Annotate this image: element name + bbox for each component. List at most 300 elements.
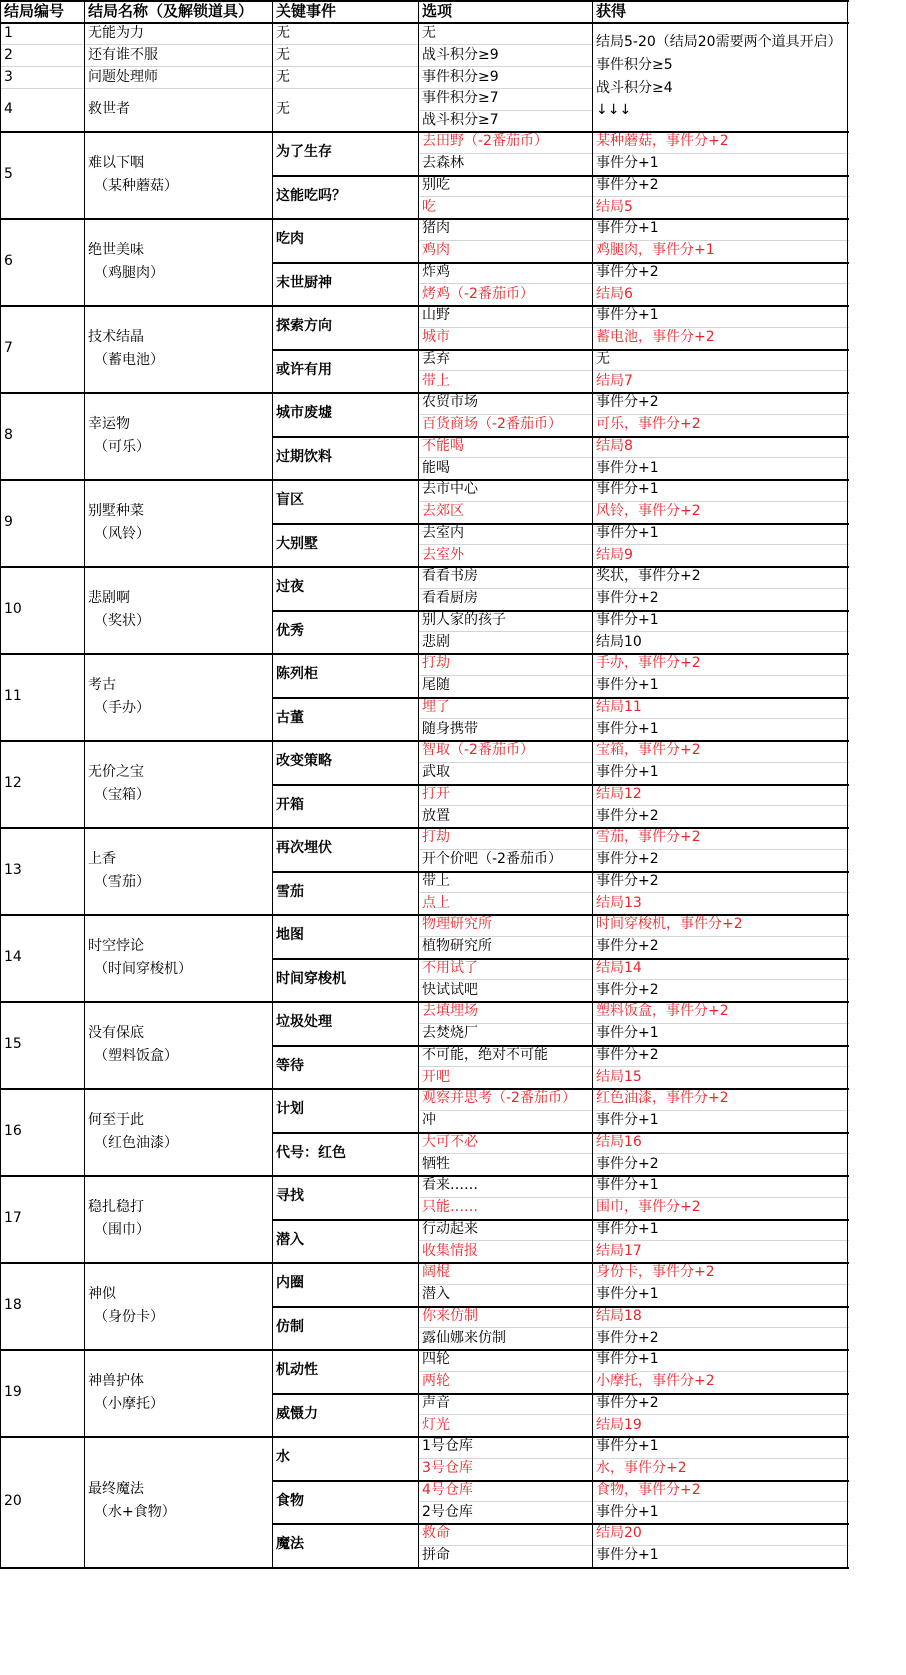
option-cell	[422, 762, 588, 784]
ending-id-text: 7	[4, 340, 13, 357]
gain-cell	[596, 979, 844, 1001]
header-cell	[4, 0, 80, 22]
option-text: 能喝	[422, 459, 450, 476]
gain-cell	[596, 784, 844, 806]
row-divider	[418, 1023, 849, 1024]
ending-name	[88, 1262, 268, 1349]
row-divider	[418, 414, 849, 415]
gain-text: 事件分+1	[596, 524, 659, 541]
ending-name-text: 考古	[88, 676, 116, 693]
gain-cell	[596, 653, 844, 675]
option-cell	[422, 1414, 588, 1436]
gain-text: 事件分+2	[596, 1046, 659, 1063]
option-text: 去焚烧厂	[422, 1025, 478, 1042]
key-event	[276, 479, 414, 523]
option-cell	[422, 1306, 588, 1328]
row-divider	[418, 936, 849, 937]
option-text: 冲	[422, 1112, 436, 1129]
gain-cell	[596, 958, 844, 980]
ending-name-text: 时空悖论	[88, 937, 144, 954]
gain-cell	[596, 1545, 844, 1567]
column-divider	[272, 0, 273, 1567]
gain-text: 结局19	[596, 1416, 642, 1433]
gain-cell	[596, 1219, 844, 1241]
option-cell	[422, 1480, 588, 1502]
gain-text: 结局7	[596, 372, 633, 389]
ending-name-text: 难以下咽	[88, 154, 144, 171]
row-divider	[0, 1567, 849, 1569]
gain-cell	[596, 871, 844, 893]
gain-cell	[596, 501, 844, 523]
gain-text: 可乐，事件分+2	[596, 416, 701, 433]
gain-cell	[596, 153, 844, 175]
gain-text: 事件分+2	[596, 176, 659, 193]
option-text: 看看厨房	[422, 590, 478, 607]
gain-text: 围巾，事件分+2	[596, 1199, 701, 1216]
gain-text: 结局14	[596, 959, 642, 976]
unlock-item-text: （鸡腿肉）	[94, 264, 164, 281]
key-event	[276, 827, 414, 871]
gain-text: 雪茄，事件分+2	[596, 829, 701, 846]
key-event	[276, 1088, 414, 1132]
option-text: 别吃	[422, 176, 450, 193]
row-divider	[418, 196, 849, 197]
option-text: 战斗积分≥7	[422, 111, 499, 128]
option-text: 事件积分≥9	[422, 68, 499, 85]
key-event-text: 优秀	[276, 622, 304, 639]
gain-cell	[596, 523, 844, 545]
gain-text: 事件积分≥5	[596, 56, 673, 73]
ending-name	[88, 66, 268, 88]
option-text: 无	[422, 24, 436, 41]
option-text: 打劫	[422, 655, 450, 672]
key-event	[276, 392, 414, 436]
option-text: 两轮	[422, 1373, 450, 1390]
gain-cell	[596, 196, 844, 218]
ending-id-text: 15	[4, 1036, 22, 1053]
gain-text: 事件分+1	[596, 1112, 659, 1129]
key-event	[276, 1262, 414, 1306]
gain-text: 风铃，事件分+2	[596, 503, 701, 520]
option-cell	[422, 349, 588, 371]
key-event-text: 无	[276, 24, 290, 41]
gain-cell	[596, 1458, 844, 1480]
row-divider	[418, 501, 849, 502]
ending-name	[88, 1088, 268, 1175]
gain-text: 结局8	[596, 437, 633, 454]
row-divider	[418, 1197, 849, 1198]
gain-cell	[596, 1240, 844, 1262]
row-divider	[418, 1501, 849, 1502]
unlock-item-text: （可乐）	[94, 438, 150, 455]
gain-cell	[596, 936, 844, 958]
ending-name-text: 神似	[88, 1285, 116, 1302]
gain-cell	[596, 349, 844, 371]
ending-id-text: 18	[4, 1297, 22, 1314]
row-divider	[418, 805, 849, 806]
option-cell	[422, 1197, 588, 1219]
option-cell	[422, 1240, 588, 1262]
gain-text: 事件分+2	[596, 1329, 659, 1346]
option-text: 鸡肉	[422, 242, 450, 259]
unlock-item-text: （宝箱）	[94, 786, 150, 803]
ending-name-text: 别墅种菜	[88, 502, 144, 519]
option-cell	[422, 544, 588, 566]
key-event-text: 过期饮料	[276, 448, 332, 465]
key-event	[276, 958, 414, 1002]
row-divider	[418, 1458, 849, 1459]
gain-cell	[596, 1501, 844, 1523]
gain-cell	[596, 414, 844, 436]
unlock-item-text: （身份卡）	[94, 1308, 164, 1325]
option-cell	[422, 523, 588, 545]
option-text: 埋了	[422, 698, 450, 715]
row-divider	[418, 1284, 849, 1285]
row-divider	[418, 1153, 849, 1154]
ending-name-text: 救世者	[88, 101, 130, 118]
ending-id	[4, 392, 80, 479]
ending-id	[4, 1436, 80, 1567]
gain-text: 战斗积分≥4	[596, 79, 673, 96]
gain-text: 宝箱，事件分+2	[596, 742, 701, 759]
option-cell	[422, 849, 588, 871]
key-event	[276, 1393, 414, 1437]
gain-cell	[596, 1414, 844, 1436]
unlock-item-text: （围巾）	[94, 1221, 150, 1238]
key-event	[276, 349, 414, 393]
option-cell	[422, 44, 588, 66]
row-divider	[418, 849, 849, 850]
gain-cell	[596, 762, 844, 784]
option-cell	[422, 88, 588, 110]
key-event-text: 无	[276, 68, 290, 85]
key-event	[276, 1480, 414, 1524]
ending-name	[88, 479, 268, 566]
gain-text: 结局6	[596, 285, 633, 302]
option-text: 露仙娜来仿制	[422, 1329, 506, 1346]
gain-cell	[596, 1132, 844, 1154]
gain-cell	[596, 457, 844, 479]
gain-text: 事件分+1	[596, 1351, 659, 1368]
ending-name-text: 还有谁不服	[88, 46, 158, 63]
option-cell	[422, 784, 588, 806]
option-text: 四轮	[422, 1351, 450, 1368]
key-event	[276, 305, 414, 349]
gain-cell	[596, 827, 844, 849]
option-cell	[422, 936, 588, 958]
gain-text: 时间穿梭机，事件分+2	[596, 916, 743, 933]
ending-name-text: 何至于此	[88, 1111, 144, 1128]
key-event-text: 机动性	[276, 1362, 318, 1379]
gain-text: 事件分+1	[596, 764, 659, 781]
row-divider	[418, 240, 849, 241]
gain-text: 事件分+1	[596, 1177, 659, 1194]
row-divider	[418, 1327, 849, 1328]
option-cell	[422, 501, 588, 523]
gain-cell	[596, 175, 844, 197]
ending-id-text: 17	[4, 1210, 22, 1227]
key-event-text: 寻找	[276, 1188, 304, 1205]
key-event	[276, 523, 414, 567]
option-cell	[422, 1349, 588, 1371]
option-text: 吃	[422, 198, 436, 215]
gain-text: 事件分+1	[596, 307, 659, 324]
ending-id-text: 14	[4, 949, 22, 966]
gain-cell	[596, 1480, 844, 1502]
option-text: 带上	[422, 872, 450, 889]
gain-cell	[596, 1175, 844, 1197]
gain-text: 事件分+1	[596, 611, 659, 628]
key-event	[276, 653, 414, 697]
option-cell	[422, 110, 588, 132]
row-divider	[0, 0, 849, 2]
unlock-item-text: （水+食物）	[94, 1504, 176, 1521]
option-text: 你来仿制	[422, 1307, 478, 1324]
gain-text: 奖状，事件分+2	[596, 568, 701, 585]
ending-name	[88, 1349, 268, 1436]
row-divider	[418, 1545, 849, 1546]
gain-cell	[596, 370, 844, 392]
gain-text: 事件分+1	[596, 1025, 659, 1042]
ending-id-text: 8	[4, 427, 13, 444]
ending-id-text: 3	[4, 68, 13, 85]
gain-cell	[596, 1306, 844, 1328]
option-text: 潜入	[422, 1286, 450, 1303]
gain-text: 事件分+2	[596, 263, 659, 280]
gain-text: 结局5-20（结局20需要两个道具开启）	[596, 34, 842, 50]
gain-text: 事件分+2	[596, 590, 659, 607]
gain-cell	[596, 697, 844, 719]
column-divider	[0, 0, 1, 1567]
gain-text: 事件分+2	[596, 872, 659, 889]
gain-text: 结局11	[596, 698, 642, 715]
column-divider	[847, 0, 848, 1567]
option-text: 不用试了	[422, 959, 478, 976]
key-event-text: 无	[276, 46, 290, 63]
option-text: 4号仓库	[422, 1481, 473, 1498]
option-text: 别人家的孩子	[422, 611, 506, 628]
gain-text: 事件分+1	[596, 1220, 659, 1237]
key-event-text: 探索方向	[276, 318, 332, 335]
ending-id	[4, 66, 80, 88]
option-cell	[422, 1110, 588, 1132]
option-cell	[422, 588, 588, 610]
option-cell	[422, 697, 588, 719]
row-divider	[418, 762, 849, 763]
header-cell	[88, 0, 268, 22]
ending-id-text: 12	[4, 775, 22, 792]
ending-name-text: 绝世美味	[88, 241, 144, 258]
option-text: 行动起来	[422, 1220, 478, 1237]
option-text: 开吧	[422, 1068, 450, 1085]
option-cell	[422, 1523, 588, 1545]
gain-cell	[596, 544, 844, 566]
gain-cell	[596, 1284, 844, 1306]
gain-cell	[596, 131, 844, 153]
option-cell	[422, 1045, 588, 1067]
option-text: 随身携带	[422, 720, 478, 737]
key-event	[276, 740, 414, 784]
ending-name	[88, 566, 268, 653]
gain-cell	[596, 327, 844, 349]
gain-cell	[596, 1066, 844, 1088]
ending-id-text: 5	[4, 166, 13, 183]
gain-text: 事件分+2	[596, 851, 659, 868]
gain-text: ↓↓↓	[596, 102, 632, 119]
ending-id	[4, 827, 80, 914]
gain-text: 事件分+1	[596, 459, 659, 476]
unlock-item-text: （雪茄）	[94, 873, 150, 890]
unlock-item-text: （手办）	[94, 699, 150, 716]
ending-id	[4, 566, 80, 653]
gain-text: 结局16	[596, 1133, 642, 1150]
row-divider	[0, 22, 849, 24]
option-text: 不能喝	[422, 437, 464, 454]
option-cell	[422, 262, 588, 284]
option-text: 农贸市场	[422, 394, 478, 411]
gain-cell	[596, 718, 844, 740]
gain-text: 事件分+2	[596, 938, 659, 955]
option-cell	[422, 305, 588, 327]
gain-cell	[596, 1197, 844, 1219]
option-cell	[422, 1066, 588, 1088]
row-divider	[418, 718, 849, 719]
row-divider	[418, 1414, 849, 1415]
key-event-text: 等待	[276, 1057, 304, 1074]
key-event	[276, 1219, 414, 1263]
gain-cell	[596, 631, 844, 653]
ending-id-text: 2	[4, 46, 13, 63]
key-event-text: 时间穿梭机	[276, 970, 346, 987]
ending-name	[88, 22, 268, 44]
key-event	[276, 914, 414, 958]
option-cell	[422, 610, 588, 632]
gain-cell	[596, 1393, 844, 1415]
gain-text: 事件分+1	[596, 155, 659, 172]
key-event-text: 垃圾处理	[276, 1014, 332, 1031]
row-divider	[418, 327, 849, 328]
option-cell	[422, 1371, 588, 1393]
key-event-text: 这能吃吗？	[276, 187, 346, 204]
key-event-text: 末世厨神	[276, 274, 332, 291]
ending-id	[4, 1175, 80, 1262]
key-event-text: 大别墅	[276, 535, 318, 552]
option-text: 百货商场（-2番茄币）	[422, 416, 562, 433]
column-divider	[592, 0, 593, 1567]
ending-id	[4, 740, 80, 827]
option-cell	[422, 479, 588, 501]
column-divider	[418, 0, 419, 1567]
ending-name	[88, 1175, 268, 1262]
ending-name	[88, 88, 268, 131]
option-cell	[422, 1219, 588, 1241]
gain-cell	[596, 262, 844, 284]
gain-cell	[596, 892, 844, 914]
key-event	[276, 66, 414, 88]
key-event	[276, 44, 414, 66]
ending-id-text: 6	[4, 253, 13, 270]
option-cell	[422, 66, 588, 88]
option-text: 山野	[422, 307, 450, 324]
option-text: 丢弃	[422, 350, 450, 367]
header-cell	[422, 0, 588, 22]
option-cell	[422, 1545, 588, 1567]
gain-cell	[596, 1327, 844, 1349]
option-text: 炸鸡	[422, 263, 450, 280]
option-text: 收集情报	[422, 1242, 478, 1259]
option-text: 去郊区	[422, 503, 464, 520]
key-event-text: 仿制	[276, 1318, 304, 1335]
option-cell	[422, 718, 588, 740]
option-text: 去田野（-2番茄币）	[422, 133, 548, 150]
gain-text: 事件分+1	[596, 1547, 659, 1564]
option-cell	[422, 805, 588, 827]
key-event-text: 为了生存	[276, 144, 332, 161]
option-text: 城市	[422, 329, 450, 346]
key-event-text: 内圈	[276, 1275, 304, 1292]
header-label: 结局编号	[4, 2, 65, 20]
option-cell	[422, 631, 588, 653]
ending-id	[4, 22, 80, 44]
unlock-item-text: （红色油漆）	[94, 1134, 178, 1151]
gain-text: 结局12	[596, 785, 642, 802]
key-event	[276, 1132, 414, 1176]
option-cell	[422, 283, 588, 305]
row-divider	[418, 370, 849, 371]
ending-id	[4, 131, 80, 218]
ending-name-text: 神兽护体	[88, 1372, 144, 1389]
gain-text: 结局9	[596, 546, 633, 563]
key-event-text: 代号：红色	[276, 1144, 346, 1161]
key-event	[276, 1045, 414, 1089]
key-event-text: 地图	[276, 927, 304, 944]
ending-name	[88, 392, 268, 479]
key-event	[276, 218, 414, 262]
gain-cell	[596, 914, 844, 936]
option-text: 看来……	[422, 1177, 478, 1194]
row-divider	[418, 979, 849, 980]
option-text: 烤鸡（-2番茄币）	[422, 285, 534, 302]
gain-text: 塑料饭盒，事件分+2	[596, 1003, 729, 1020]
option-text: 放置	[422, 807, 450, 824]
option-cell	[422, 1175, 588, 1197]
gain-text: 手办，事件分+2	[596, 655, 701, 672]
option-cell	[422, 22, 588, 44]
option-text: 去森林	[422, 155, 464, 172]
key-event	[276, 1306, 414, 1350]
gain-text: 结局5	[596, 198, 633, 215]
gain-text: 结局13	[596, 894, 642, 911]
option-text: 打开	[422, 785, 450, 802]
unlock-item-text: （小摩托）	[94, 1395, 164, 1412]
ending-name	[88, 131, 268, 218]
key-event	[276, 22, 414, 44]
unlock-item-text: （某种蘑菇）	[94, 177, 178, 194]
option-cell	[422, 1501, 588, 1523]
gain-cell	[596, 1436, 844, 1458]
unlock-item-text: （风铃）	[94, 525, 150, 542]
option-text: 打劫	[422, 829, 450, 846]
unlock-item-text: （奖状）	[94, 612, 150, 629]
key-event	[276, 175, 414, 219]
gain-text: 事件分+2	[596, 1394, 659, 1411]
option-cell	[422, 436, 588, 458]
gain-cell	[596, 1371, 844, 1393]
header-label: 获得	[596, 2, 627, 20]
option-text: 去市中心	[422, 481, 478, 498]
gain-cell	[596, 805, 844, 827]
row-divider	[418, 457, 849, 458]
